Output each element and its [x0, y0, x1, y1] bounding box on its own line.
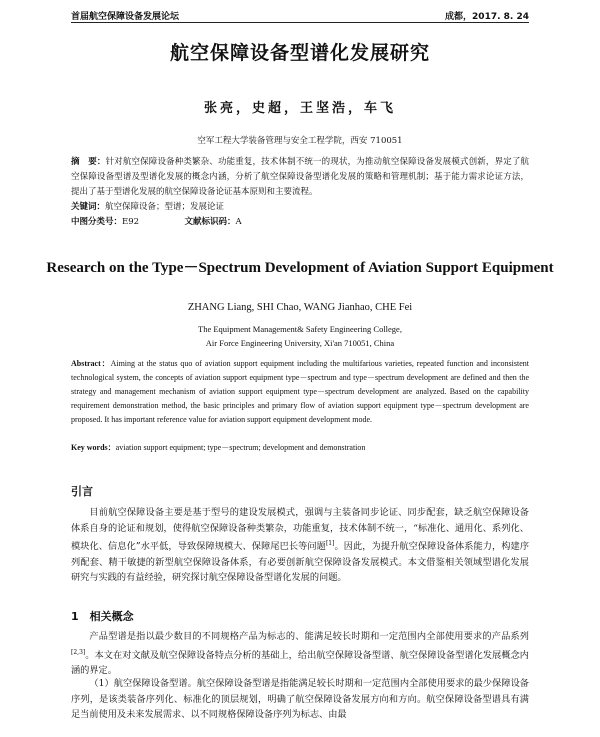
intro-citation: [1] — [325, 540, 335, 547]
header-rule — [71, 22, 529, 23]
section1-text-end: 。本文在对文献及航空保障设备特点分析的基础上，给出航空保障设备型谱、航空保障设备型谱化发展概念内涵的界定。 — [71, 649, 529, 677]
intro-heading: 引言 — [71, 485, 93, 498]
cn-abstract-text: 针对航空保障设备种类繁杂、功能重复，技术体制不统一的现状，为推动航空保障设备发展模式创新，界定了航空保障设备型谱及型谱化发展的概念内涵，分析了航空保障设备型谱化发展的策略和管理机制；基于能力需求论证方法，提出了基于型谱化发展的航空保障设备论证基本原则和主要流程。 — [71, 157, 529, 197]
section1-text-start: 产品型谱是指以最少数目的不同规格产品为标志的、能满足较长时期和一定范围内全部使用要求的产品系列 — [89, 631, 529, 642]
en-authors: ZHANG Liang, SHI Chao, WANG Jianhao, CHE Fei — [187, 302, 413, 313]
intro-paragraph — [71, 505, 529, 586]
clc-value: E92 — [122, 217, 140, 227]
en-affiliation-line2: Air Force Engineering University, Xi'an 710051, China — [205, 338, 395, 348]
section1-citation: [2,3] — [71, 648, 86, 656]
cn-keywords — [71, 201, 529, 213]
running-header — [71, 8, 529, 22]
section1-heading: 1 相关概念 — [71, 610, 134, 623]
cn-keywords-label: 关键词： — [71, 202, 106, 212]
en-keywords-label: Key words： — [71, 443, 116, 452]
cn-abstract-label: 摘 要： — [71, 157, 106, 167]
en-abstract-label: Abstract： — [71, 359, 111, 368]
doc-code-value: A — [235, 217, 242, 227]
cn-keywords-text: 航空保障设备；型谱；发展论证 — [105, 202, 225, 212]
doc-code-label: 文献标识码： — [184, 217, 236, 227]
en-affiliation — [0, 322, 600, 350]
location-date: 成都，2017. 8. 24 — [445, 12, 529, 22]
cn-title: 航空保障设备型谱化发展研究 — [169, 42, 430, 64]
section1-paragraph1 — [71, 629, 529, 679]
cn-abstract — [71, 155, 529, 200]
en-abstract — [71, 357, 529, 427]
en-abstract-text: Aiming at the status quo of aviation support equipment including the multifarious varieties, repeated function and inconsistent technological system, the concepts of aviation support equipment type－spectrum and type－spectrum development are defined and then the strategy and management mechanism of aviation support equipment type－spectrum development are analyzed. Based on the capability requirement demonstration method, the basic principles and primary flow of aviation support equipment type－spectrum development are proposed. It has important reference value for aviation support equipment development mode. — [71, 359, 529, 424]
section1-paragraph2: （1）航空保障设备型谱。航空保障设备型谱是指能满足较长时期和一定范围内全部使用要求的最少保障设备序列，是该类装备序列化、标准化的顶层规划，明确了航空保障设备发展方向和方向。航空保障设备型谱具有满足当前使用及未来发展需求、以不同规格保障设备序列为标志、由最 — [71, 678, 529, 720]
cn-classification — [71, 216, 529, 228]
clc-label: 中图分类号： — [71, 217, 123, 227]
cn-authors: 张亮，史超，王坚浩，车飞 — [203, 101, 396, 116]
journal-name: 首届航空保障设备发展论坛 — [71, 12, 180, 22]
en-keywords-text: aviation support equipment; type－spectrum; development and demonstration — [115, 443, 366, 452]
intro-text-start: 目前航空保障设备主要是基于型号的建设发展模式，强调与主装备同步论证、同步配套，缺乏航空保障设备体系自身的论证和规划，使得航空保障设备种类繁杂，功能重复，技术体制不统一，“标准化、通用化、系列化、模块化、信息化”水平低，导致保障规模大、保障尾巴长等问题 — [71, 507, 529, 553]
en-keywords — [71, 442, 529, 454]
en-title: Research on the Type－Spectrum Development of Aviation Support Equipment — [46, 260, 554, 276]
cn-affiliation: 空军工程大学装备管理与安全工程学院，西安 710051 — [197, 136, 403, 146]
intro-text-end: 。因此，为提升航空保障设备体系能力，构建序列配套、精干敏捷的新型航空保障设备体系，有必要创新航空保障设备发展模式。本文借鉴相关领域型谱化发展研究与实践的有益经验，研究探讨航空保障设备型谱化发展的问题。 — [71, 541, 530, 584]
en-affiliation-line1: The Equipment Management& Safety Engineering College, — [198, 324, 402, 334]
